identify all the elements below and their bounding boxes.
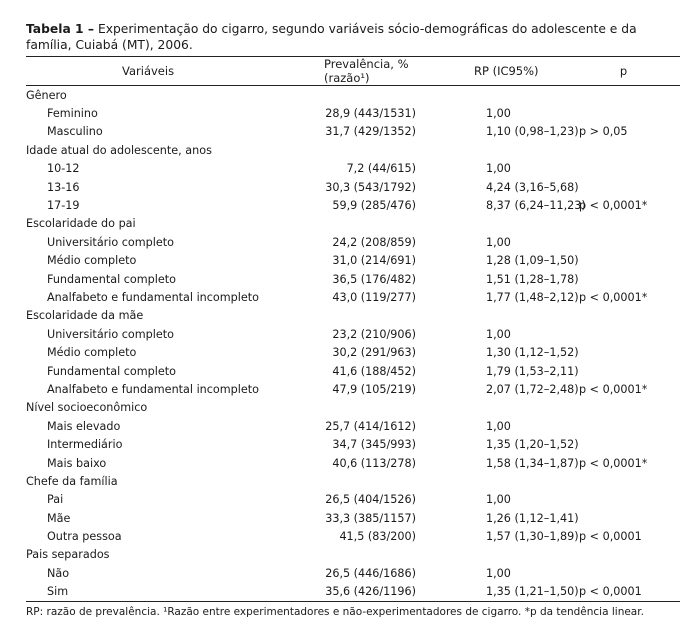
row-prevalence: 30,3 (543/1792) <box>325 180 416 194</box>
table-row <box>26 160 680 178</box>
header-prevalence: Prevalência, % (razão¹) <box>324 57 409 85</box>
row-prevalence: 35,6 (426/1196) <box>325 585 416 599</box>
row-label: Outra pessoa <box>47 530 122 544</box>
group-title: Chefe da família <box>26 474 118 488</box>
row-rp: 1,26 (1,12–1,41) <box>486 511 579 525</box>
data-table <box>26 56 680 602</box>
group-row <box>26 86 680 105</box>
row-p-value: p < 0,0001* <box>579 456 648 470</box>
row-p-value: p < 0,0001* <box>579 290 648 304</box>
row-p-value <box>567 509 680 527</box>
table-row <box>26 196 680 214</box>
row-p-value: p < 0,0001 <box>579 530 642 544</box>
row-prevalence: 40,6 (113/278) <box>332 456 416 470</box>
table-row <box>26 288 680 306</box>
row-rp: 1,00 <box>486 235 511 249</box>
row-p-value <box>567 160 680 178</box>
table-row <box>26 417 680 435</box>
row-label: Intermediário <box>47 438 123 452</box>
row-rp: 1,00 <box>486 162 511 176</box>
header-p: p <box>619 64 628 78</box>
group-row <box>26 307 680 325</box>
group-title: Escolaridade do pai <box>26 217 136 231</box>
row-p-value <box>567 178 680 196</box>
row-p-value <box>567 343 680 361</box>
table-row <box>26 252 680 270</box>
row-rp: 1,10 (0,98–1,23) <box>486 125 579 139</box>
row-label: Masculino <box>47 125 103 139</box>
row-label: Médio completo <box>47 254 137 268</box>
group-title: Idade atual do adolescente, anos <box>26 143 212 157</box>
row-rp: 1,00 <box>486 566 511 580</box>
row-p-value <box>567 270 680 288</box>
table-row <box>26 270 680 288</box>
row-p-value <box>567 252 680 270</box>
row-p-value: p > 0,05 <box>579 125 628 139</box>
row-prevalence: 33,3 (385/1157) <box>325 511 416 525</box>
row-prevalence: 41,5 (83/200) <box>339 530 416 544</box>
table-row <box>26 362 680 380</box>
table-row <box>26 491 680 509</box>
row-prevalence: 41,6 (188/452) <box>332 364 416 378</box>
header-rp: RP (IC95%) <box>474 64 539 78</box>
row-p-value <box>567 233 680 251</box>
row-prevalence: 31,7 (429/1352) <box>325 125 416 139</box>
row-prevalence: 36,5 (176/482) <box>332 272 416 286</box>
row-label: Mais baixo <box>47 456 107 470</box>
row-rp: 1,77 (1,48–2,12) <box>486 290 579 304</box>
row-prevalence: 26,5 (404/1526) <box>325 493 416 507</box>
row-prevalence: 24,2 (208/859) <box>332 235 416 249</box>
table-row <box>26 233 680 251</box>
row-label: Fundamental completo <box>47 364 176 378</box>
row-rp: 1,58 (1,34–1,87) <box>486 456 579 470</box>
row-rp: 1,00 <box>486 107 511 121</box>
row-label: 17-19 <box>47 199 80 213</box>
group-row <box>26 215 680 233</box>
row-prevalence: 43,0 (119/277) <box>332 290 416 304</box>
table-row <box>26 509 680 527</box>
row-p-value <box>567 564 680 582</box>
table-figure <box>26 21 680 619</box>
row-prevalence: 47,9 (105/219) <box>332 382 416 396</box>
table-row <box>26 454 680 472</box>
group-title: Nível socioeconômico <box>26 401 148 415</box>
row-p-value: p < 0,0001* <box>579 382 648 396</box>
row-label: 13-16 <box>47 180 80 194</box>
group-row <box>26 399 680 417</box>
row-rp: 1,30 (1,12–1,52) <box>486 346 579 360</box>
row-label: 10-12 <box>47 162 80 176</box>
row-p-value <box>567 325 680 343</box>
row-label: Médio completo <box>47 346 137 360</box>
table-row <box>26 178 680 196</box>
row-prevalence: 28,9 (443/1531) <box>325 107 416 121</box>
row-prevalence: 26,5 (446/1686) <box>325 566 416 580</box>
table-row <box>26 527 680 545</box>
row-prevalence: 23,2 (210/906) <box>332 327 416 341</box>
row-label: Universitário completo <box>47 327 174 341</box>
row-label: Analfabeto e fundamental incompleto <box>47 382 259 396</box>
row-rp: 1,79 (1,53–2,11) <box>486 364 579 378</box>
row-rp: 1,00 <box>486 419 511 433</box>
row-prevalence: 59,9 (285/476) <box>332 199 416 213</box>
row-prevalence: 34,7 (345/993) <box>332 438 416 452</box>
row-prevalence: 25,7 (414/1612) <box>325 419 416 433</box>
table-row <box>26 380 680 398</box>
row-label: Fundamental completo <box>47 272 176 286</box>
row-label: Mãe <box>47 511 71 525</box>
row-rp: 1,00 <box>486 493 511 507</box>
row-prevalence: 7,2 (44/615) <box>346 162 416 176</box>
row-label: Universitário completo <box>47 235 174 249</box>
table-row <box>26 325 680 343</box>
row-rp: 1,51 (1,28–1,78) <box>486 272 579 286</box>
row-rp: 1,35 (1,21–1,50) <box>486 585 579 599</box>
row-p-value <box>567 104 680 122</box>
row-prevalence: 30,2 (291/963) <box>332 346 416 360</box>
group-row <box>26 546 680 564</box>
row-p-value <box>567 435 680 453</box>
row-rp: 1,35 (1,20–1,52) <box>486 438 579 452</box>
header-row <box>26 57 680 86</box>
table-row <box>26 104 680 122</box>
row-rp: 1,00 <box>486 327 511 341</box>
row-label: Sim <box>47 585 69 599</box>
row-label: Pai <box>47 493 64 507</box>
caption-text: Experimentação do cigarro, segundo variáveis sócio-demográficas do adolescente e da família, Cuiabá (MT), 2006. <box>26 22 637 52</box>
table-footnote: RP: razão de prevalência. ¹Razão entre experimentadores e não-experimentadores de cigarro. *p da tendência linear. <box>26 605 644 618</box>
table-row <box>26 564 680 582</box>
header-variables: Variáveis <box>122 64 175 78</box>
row-label: Não <box>47 566 70 580</box>
row-prevalence: 31,0 (214/691) <box>332 254 416 268</box>
group-row <box>26 141 680 159</box>
group-title: Escolaridade da mãe <box>26 309 144 323</box>
group-row <box>26 472 680 490</box>
group-title: Gênero <box>26 88 67 102</box>
row-p-value <box>567 491 680 509</box>
row-label: Mais elevado <box>47 419 121 433</box>
row-p-value <box>567 362 680 380</box>
table-row <box>26 435 680 453</box>
row-rp: 4,24 (3,16–5,68) <box>486 180 579 194</box>
table-row <box>26 583 680 602</box>
table-row <box>26 343 680 361</box>
row-p-value: p < 0,0001 <box>579 585 642 599</box>
row-rp: 1,57 (1,30–1,89) <box>486 530 579 544</box>
caption-label: Tabela 1 – <box>26 22 95 36</box>
table-caption <box>26 21 680 53</box>
row-label: Analfabeto e fundamental incompleto <box>47 290 259 304</box>
row-rp: 2,07 (1,72–2,48) <box>486 382 579 396</box>
table-body <box>26 86 680 602</box>
table-row <box>26 123 680 141</box>
row-p-value: p < 0,0001* <box>579 199 648 213</box>
group-title: Pais separados <box>26 548 110 562</box>
row-label: Feminino <box>47 107 98 121</box>
row-rp: 8,37 (6,24–11,23) <box>486 199 586 213</box>
row-rp: 1,28 (1,09–1,50) <box>486 254 579 268</box>
row-p-value <box>567 417 680 435</box>
